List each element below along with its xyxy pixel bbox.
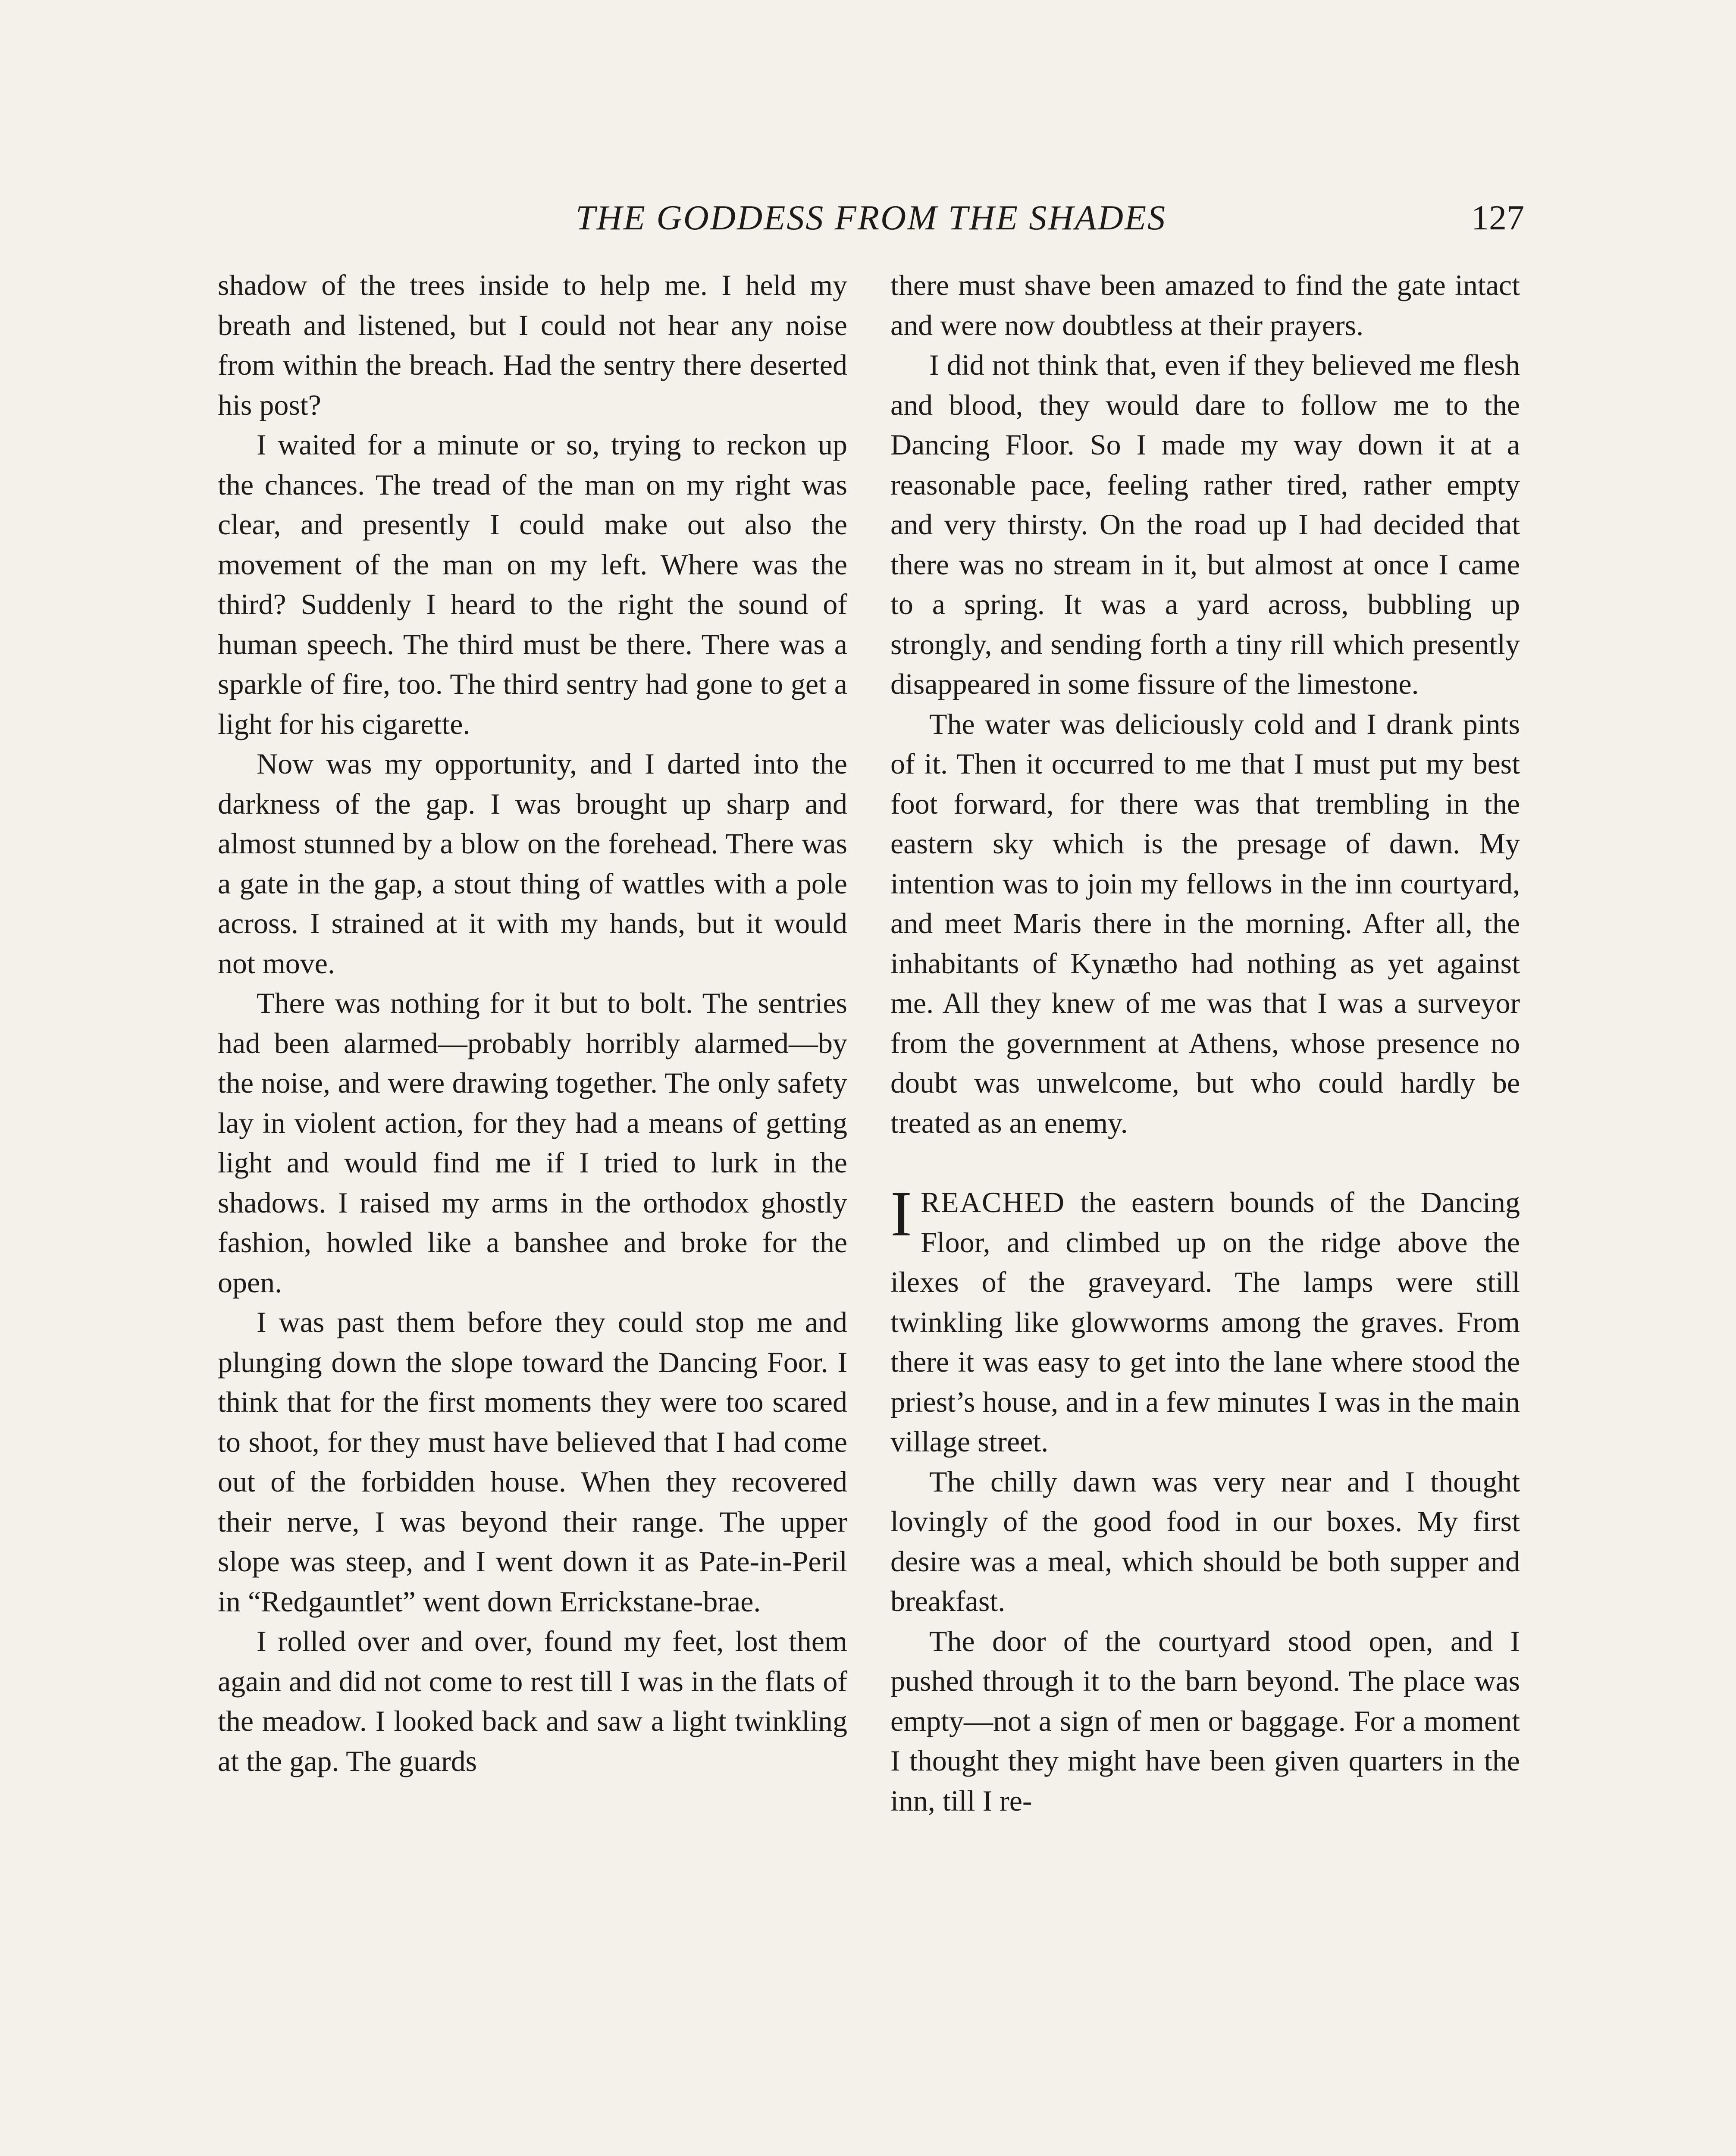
paragraph: I did not think that, even if they believed me flesh and blood, they would dare to follow me to the Dancing Floor. So I made my way down it at a reasonable pace, feeling rather tired, rather empty and very thirsty. On the road up I had decided that there was no stream in it, but almost at once I came to a spring. It was a yard across, bubbling up strongly, and sending forth a tiny rill which presently disappeared in some fissure of the limestone.: [890, 348, 1520, 700]
page-number: 127: [1471, 198, 1524, 237]
paragraph: I was past them before they could stop me and plunging down the slope toward the Dancing Foor. I think that for the first moments they were too scared to shoot, for they must have believed that I had come out of the forbidden house. When they recovered their nerve, I was beyond their range. The upper slope was steep, and I went down it as Pate-in-Peril in “Redgauntlet” went down Errickstane-brae.: [218, 1306, 847, 1618]
paragraph: The door of the courtyard stood open, and I pushed through it to the barn beyond. The place was empty—not a sign of men or baggage. For a moment I thought they might have been given quarters in the inn, till I re-: [890, 1624, 1520, 1817]
paragraph: The chilly dawn was very near and I thought lovingly of the good food in our boxes. My first desire was a meal, which should be both supper and breakfast.: [890, 1465, 1520, 1617]
paragraph: shadow of the trees inside to help me. I held my breath and listened, but I could not hear any noise from within the breach. Had the sentry there deserted his post?: [218, 269, 847, 421]
drop-cap: I: [890, 1178, 912, 1250]
paragraph: There was nothing for it but to bolt. The sentries had been alarmed—probably horribly alarmed—by the noise, and were drawing together. The only safety lay in violent action, for they had a means of getting light and would find me if I tried to lurk in the shadows. I raised my arms in the orthodox ghostly fashion, howled like a banshee and broke for the open.: [218, 987, 847, 1299]
paragraph: Now was my opportunity, and I darted into the darkness of the gap. I was brought up sharp and almost stunned by a blow on the forehead. There was a gate in the gap, a stout thing of wattles with a pole across. I strained at it with my hands, but it would not move.: [218, 747, 847, 980]
right-column: [890, 265, 1520, 1821]
running-title: THE GODDESS FROM THE SHADES: [575, 198, 1167, 237]
paragraph: I rolled over and over, found my feet, lost them again and did not come to rest till I was in the flats of the meadow. I looked back and saw a light twinkling at the gap. The guards: [218, 1625, 847, 1777]
left-column: [218, 265, 847, 1781]
paragraph-text: the eastern bounds of the Dancing Floor, and climbed up on the ridge above the ilexes of the graveyard. The lamps were still twinkling like glowworms among the graves. From there it was easy to get into the lane where stood the priest’s house, and in a few minutes I was in the main village street.: [890, 1186, 1520, 1458]
paragraph: The water was deliciously cold and I drank pints of it. Then it occurred to me that I must put my best foot forward, for there was that trembling in the eastern sky which is the presage of dawn. My intention was to join my fellows in the inn courtyard, and meet Maris there in the morning. After all, the inhabitants of Kynætho had nothing as yet against me. All they knew of me was that I was a surveyor from the government at Athens, whose presence no doubt was unwelcome, but who could hardly be treated as an enemy.: [890, 707, 1520, 1139]
section-opening-paragraph: [890, 1178, 1520, 1462]
small-caps-lead: REACHED: [920, 1186, 1065, 1219]
section-break: [890, 1143, 1520, 1182]
running-header: [218, 194, 1524, 241]
paragraph: there must shave been amazed to find the gate intact and were now doubtless at their prayers.: [890, 269, 1520, 342]
paragraph: I waited for a minute or so, trying to reckon up the chances. The tread of the man on my right was clear, and presently I could make out also the movement of the man on my left. Where was the third? Suddenly I heard to the right the sound of human speech. The third must be there. There was a sparkle of fire, too. The third sentry had gone to get a light for his cigarette.: [218, 428, 847, 740]
